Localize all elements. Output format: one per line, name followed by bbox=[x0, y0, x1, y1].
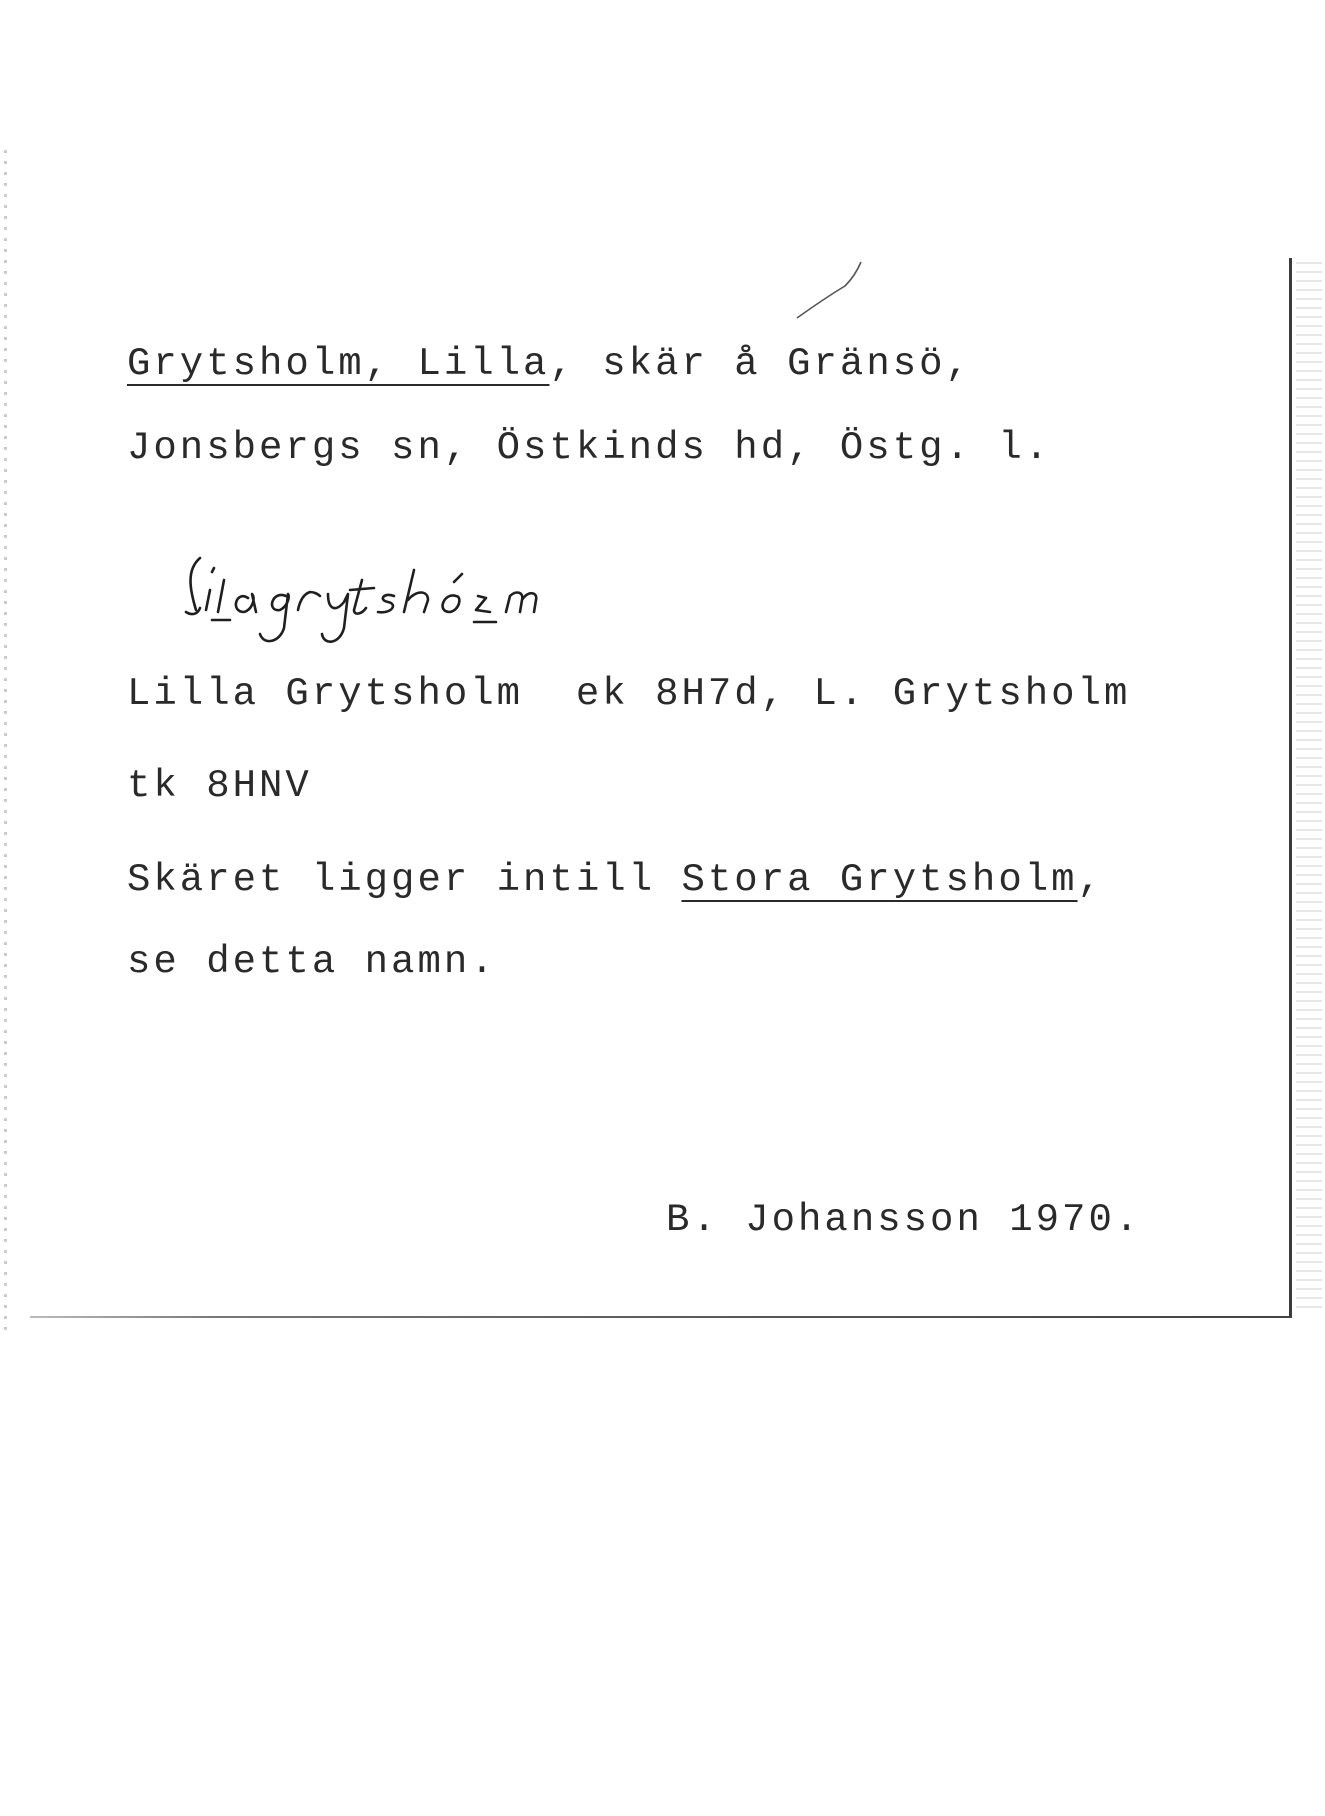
card-line-2: Jonsbergs sn, Östkinds hd, Östg. l. bbox=[127, 426, 1052, 470]
card-line-6: se detta namn. bbox=[127, 940, 497, 984]
cross-reference-text: Skäret ligger intill bbox=[127, 858, 682, 902]
cross-reference-comma: , bbox=[1077, 858, 1104, 902]
card-line-4: tk 8HNV bbox=[127, 764, 312, 808]
card-border-right bbox=[1289, 258, 1292, 1316]
headword: Grytsholm, Lilla bbox=[127, 342, 550, 386]
cross-reference-name: Stora Grytsholm bbox=[681, 858, 1078, 902]
card-line-5 bbox=[127, 856, 1104, 904]
signature-line: B. Johansson 1970. bbox=[666, 1198, 1142, 1242]
card-line-3: Lilla Grytsholm ek 8H7d, L. Grytsholm bbox=[127, 672, 1131, 716]
scan-edge-left bbox=[4, 150, 7, 1330]
scan-edge-right bbox=[1296, 262, 1322, 1312]
card-border-bottom bbox=[30, 1316, 1292, 1318]
pencil-tick-mark bbox=[795, 258, 865, 323]
handwritten-pronunciation bbox=[178, 550, 698, 660]
card-line-1 bbox=[127, 340, 972, 388]
headword-description: , skär å Gränsö, bbox=[549, 342, 972, 386]
